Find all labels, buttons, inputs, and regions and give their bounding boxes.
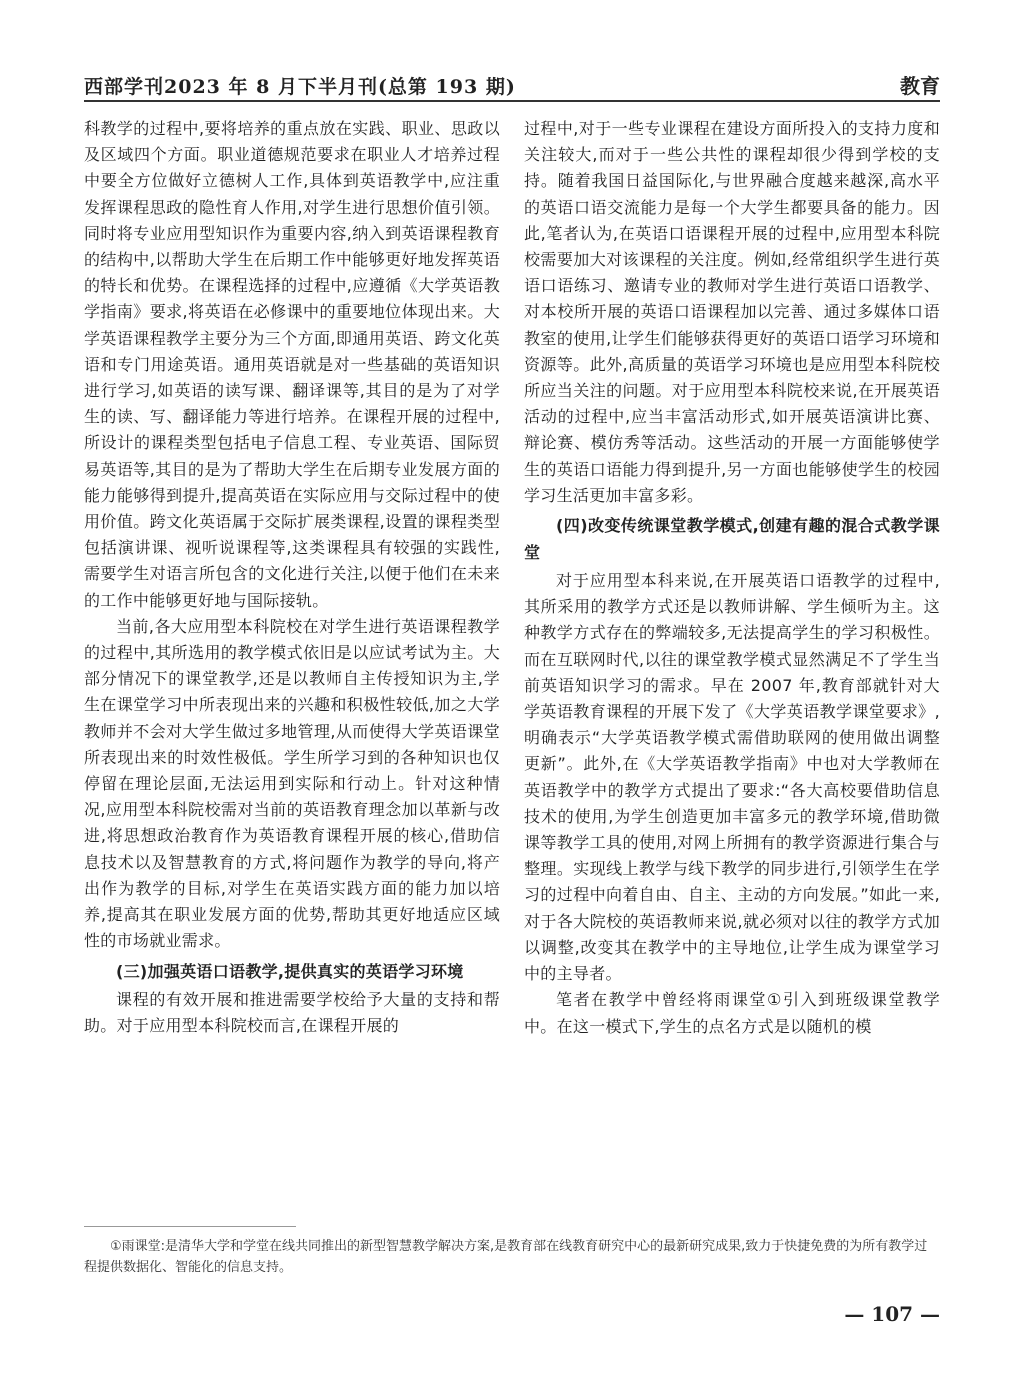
right-column [524, 116, 940, 1040]
paragraph: 当前,各大应用型本科院校在对学生进行英语课程教学的过程中,其所选用的教学模式依旧是以应试考试为主。大部分情况下的课堂教学,还是以教师自主传授知识为主,学生在课堂学习中所表现出来的兴趣和积极性较低,加之大学教师并不会对大学生做过多地管理,从而使得大学英语课堂所表现出来的时效性极低。学生所学习到的各种知识也仅停留在理论层面,无法运用到实际和行动上。针对这种情况,应用型本科院校需对当前的英语教育理念加以革新与改进,将思想政治教育作为英语教育课程开展的核心,借助信息技术以及智慧教育的方式,将问题作为教学的导向,将产出作为教学的目标,对学生在英语实践方面的能力加以培养,提高其在职业发展方面的优势,帮助其更好地适应区域性的市场就业需求。 [84, 616, 500, 951]
page-header [84, 70, 940, 102]
paragraph: 对于应用型本科来说,在开展英语口语教学的过程中,其所采用的教学方式还是以教师讲解、学生倾听为主。这种教学方式存在的弊端较多,无法提高学生的学习积极性。而在互联网时代,以往的课堂教学模式显然满足不了学生当前英语知识学习的需求。早在 2007 年,教育部就针对大学英语教育课程的开展下发了《大学英语教学课堂要求》,明确表示“大学英语教学模式需借助联网的使用做出调整更新”。此外,在《大学英语教学指南》中也对大学教师在英语教学中的教学方式提出了要求:“各大高校要借助信息技术的使用,为学生创造更加丰富多元的教学环境,借助微课等教学工具的使用,对网上所拥有的教学资源进行集合与整理。实现线上教学与线下教学的同步进行,引领学生在学习的过程中向着自由、自主、主动的方向发展。”如此一来,对于各大院校的英语教师来说,就必须对以往的教学方式加以调整,改变其在教学中的主导地位,让学生成为课堂学习中的主导者。 [524, 571, 940, 984]
paragraph: 过程中,对于一些专业课程在建设方面所投入的支持力度和关注较大,而对于一些公共性的课程却很少得到学校的支持。随着我国日益国际化,与世界融合度越来越深,高水平的英语口语交流能力是每一个大学生都要具备的能力。因此,笔者认为,在英语口语课程开展的过程中,应用型本科院校需要加大对该课程的关注度。例如,经常组织学生进行英语口语练习、邀请专业的教师对学生进行英语口语教学、对本校所开展的英语口语课程加以完善、通过多媒体口语教室的使用,让学生们能够获得更好的英语口语学习环境和资源等。此外,高质量的英语学习环境也是应用型本科院校所应当关注的问题。对于应用型本科院校来说,在开展英语活动的过程中,应当丰富活动形式,如开展英语演讲比赛、辩论赛、模仿秀等活动。这些活动的开展一方面能够使学生的英语口语能力得到提升,另一方面也能够使学生的校园学习生活更加丰富多彩。 [524, 119, 940, 505]
paragraph: 课程的有效开展和推进需要学校给予大量的支持和帮助。对于应用型本科院校而言,在课程开展的 [84, 989, 500, 1035]
footnote-divider [84, 1226, 296, 1227]
page-number: — 107 — [844, 1302, 940, 1326]
footnote: ①雨课堂:是清华大学和学堂在线共同推出的新型智慧教学解决方案,是教育部在线教育研究中心的最新研究成果,致力于快捷免费的为所有教学过程提供数据化、智能化的信息支持。 [84, 1239, 928, 1275]
paragraph: 科教学的过程中,要将培养的重点放在实践、职业、思政以及区域四个方面。职业道德规范要求在职业人才培养过程中要全方位做好立德树人工作,具体到英语教学中,应注重发挥课程思政的隐性育人作用,对学生进行思想价值引领。同时将专业应用型知识作为重要内容,纳入到英语课程教育的结构中,以帮助大学生在后期工作中能够更好地发挥英语的特长和优势。在课程选择的过程中,应遵循《大学英语教学指南》要求,将英语在必修课中的重要地位体现出来。大学英语课程教学主要分为三个方面,即通用英语、跨文化英语和专门用途英语。通用英语就是对一些基础的英语知识进行学习,如英语的读写课、翻译课等,其目的是为了对学生的读、写、翻译能力等进行培养。在课程开展的过程中,所设计的课程类型包括电子信息工程、专业英语、国际贸易英语等,其目的是为了帮助大学生在后期专业发展方面的能力能够得到提升,提高英语在实际应用与交际过程中的使用价值。跨文化英语属于交际扩展类课程,设置的课程类型包括演讲课、视听说课程等,这类课程具有较强的实践性,需要学生对语言所包含的文化进行关注,以便于他们在未来的工作中能够更好地与国际接轨。 [84, 119, 500, 610]
section-tag: 教育 [900, 74, 940, 98]
section-heading: (三)加强英语口语教学,提供真实的英语学习环境 [116, 961, 464, 981]
paragraph: 笔者在教学中曾经将雨课堂①引入到班级课堂教学中。在这一模式下,学生的点名方式是以随机的模 [524, 990, 940, 1036]
left-column [84, 116, 500, 1039]
journal-title: 西部学刊2023 年 8 月下半月刊(总第 193 期) [84, 76, 516, 98]
section-heading: (四)改变传统课堂教学模式,创建有趣的混合式教学课堂 [524, 516, 940, 563]
